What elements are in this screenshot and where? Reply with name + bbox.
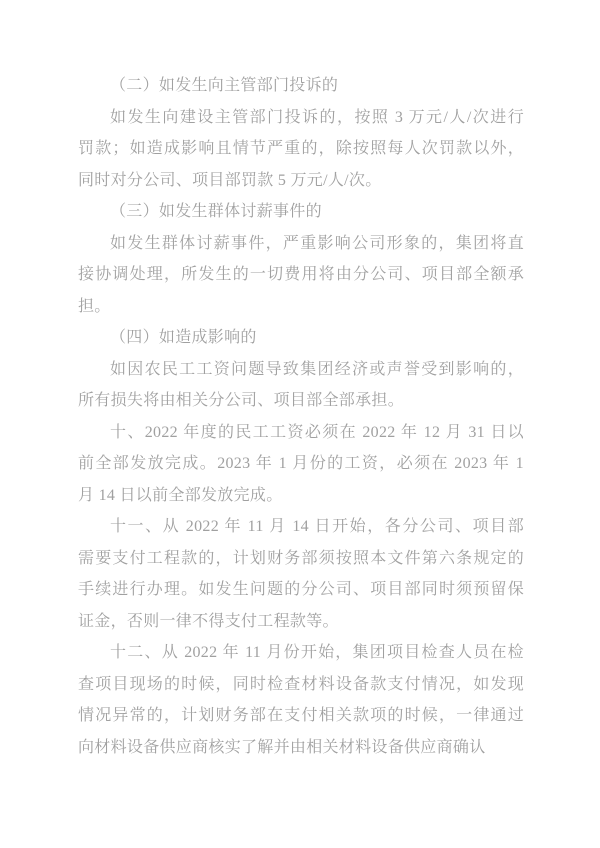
text-line-clause-11: 十一、从 2022 年 11 月 14 日开始，各分公司、项目部 [110, 518, 524, 535]
text-line: 如发生向建设主管部门投诉的，按照 3 万元/人/次进行 [110, 108, 524, 126]
text-line-clause-12: 十二、从 2022 年 11 月份开始，集团项目检查人员在检 [110, 644, 524, 661]
text-line: 所有损失将由相关分公司、项目部全部承担。 [78, 392, 405, 409]
text-line-heading-2: （二）如发生向主管部门投诉的 [110, 77, 339, 94]
document-body [78, 70, 524, 763]
text-line: 需要支付工程款的，计划财务部须按照本文件第六条规定的 [78, 549, 524, 567]
text-line: 手续进行办理。如发生问题的分公司、项目部同时须预留保 [78, 581, 524, 598]
text-line: 证金，否则一律不得支付工程款等。 [78, 612, 339, 630]
text-line-clause-10: 十、2022 年度的民工工资必须在 2022 年 12 月 31 日以 [110, 423, 524, 441]
text-line: 如因农民工工资问题导致集团经济或声誉受到影响的， [110, 360, 524, 378]
text-line: 担。 [78, 297, 111, 315]
text-line-heading-4: （四）如造成影响的 [110, 329, 257, 346]
text-line: 罚款；如造成影响且情节严重的，除按照每人次罚款以外， [78, 140, 524, 157]
text-line: 同时对分公司、项目部罚款 5 万元/人/次。 [78, 171, 382, 189]
text-line-heading-3: （三）如发生群体讨薪事件的 [110, 203, 322, 220]
text-line: 如发生群体讨薪事件，严重影响公司形象的，集团将直 [110, 234, 524, 252]
text-line: 向材料设备供应商核实了解并由相关材料设备供应商确认 [78, 738, 486, 756]
text-line: 月 14 日以前全部发放完成。 [78, 486, 283, 504]
text-line: 前全部发放完成。2023 年 1 月份的工资，必须在 2023 年 1 [78, 455, 524, 472]
text-line: 接协调处理，所发生的一切费用将由分公司、项目部全额承 [78, 266, 524, 283]
text-line: 情况异常的，计划财务部在支付相关款项的时候，一律通过 [78, 707, 524, 724]
text-line: 查项目现场的时候，同时检查材料设备款支付情况，如发现 [78, 675, 524, 693]
